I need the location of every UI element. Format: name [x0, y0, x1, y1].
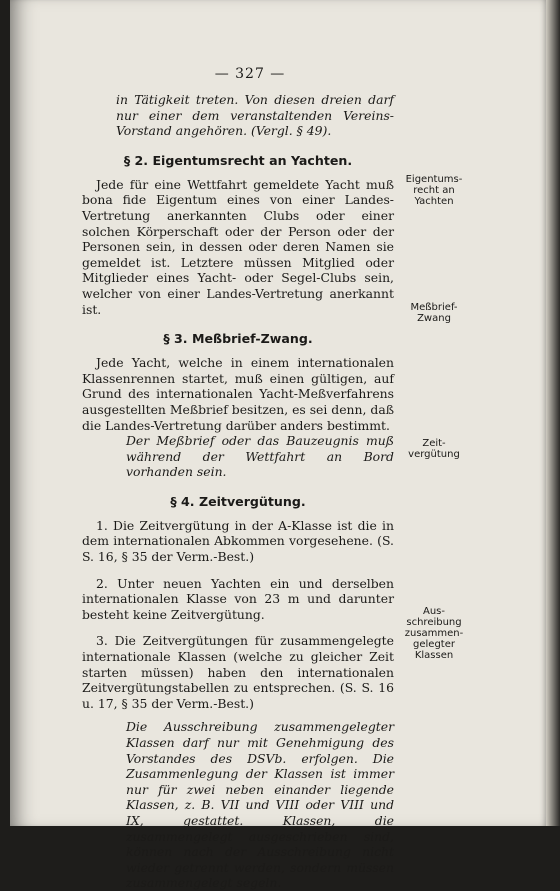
section-3-paragraph: Jede Yacht, welche in einem internationalen Klassenrennen startet, muß einen gültigen, auf Grund des internationalen Yacht-Meßverfahrens ausgestellten Meßbrief besitzen, es sei denn, daß die Landes-Vertretung darüber anders bestimmt.	[82, 355, 394, 433]
margin-note-zeitverguetung: Zeit- vergütung	[408, 438, 460, 460]
margin-note-ausschreibung: Aus- schreibung zusammen- gelegter Klassen	[404, 606, 464, 661]
page-edge	[546, 0, 560, 826]
section-3-note-quote: Der Meßbrief oder das Bauzeugnis muß während der Wettfahrt an Bord vorhanden sein.	[126, 433, 394, 480]
section-2-heading: § 2. Eigentumsrecht an Yachten.	[123, 152, 353, 168]
section-2-paragraph: Jede für eine Wettfahrt gemeldete Yacht muß bona fide Eigentum eines von einer Landes-Vertretung anerkannten Clubs oder einer solchen Körperschaft oder der Person oder der Personen sein, in dessen oder deren Namen sie gemeldet ist. Letztere müssen Mitglied oder Mitglieder eines Yacht- oder Segel-Clubs sein, welcher von einer Landes-Vertretung anerkannt ist.	[82, 176, 394, 317]
book-page	[10, 0, 546, 891]
section-4-note-quote: Die Ausschreibung zusammengelegter Klassen darf nur mit Genehmigung des Vorstandes des DSVb. erfolgen. Die Zusammenlegung der Klassen ist immer nur für zwei neben einander liegende Klassen, z. B. VII und VIII oder VIII und IX, gestattet. Klassen, die zusammengelegt ausgeschrieben sind, können nach der Ausschreibung nicht wieder getrennt werden, sondern müssen zusammengelegt segeln.	[126, 719, 394, 891]
margin-note-eigentumsrecht: Eigentums- recht an Yachten	[405, 174, 463, 207]
section-3-heading: § 3. Meßbrief-Zwang.	[163, 331, 313, 347]
section-4-paragraph-2: 2. Unter neuen Yachten ein und derselben internationalen Klasse von 23 m und darunter besteht keine Zeitvergütung.	[82, 575, 394, 622]
section-4-paragraph-1: 1. Die Zeitvergütung in der A-Klasse ist die in dem internationalen Abkommen vorgesehene. (S. S. 16, § 35 der Verm.-Best.)	[82, 517, 394, 565]
margin-note-messbrief: Meßbrief- Zwang	[410, 302, 458, 324]
section-4-paragraph-3: 3. Die Zeitvergütungen für zusammengelegte internationale Klassen (welche zu gleicher Zeit starten müssen) haben den internationalen Zeitvergütungstabellen zu entsprechen. (S. S. 16 u. 17, § 35 der Verm.-Best.)	[82, 633, 394, 711]
main-text	[82, 92, 394, 891]
page-number: — 327 —	[214, 66, 286, 82]
section-4-heading: § 4. Zeitvergütung.	[170, 493, 306, 509]
intro-paragraph: in Tätigkeit treten. Von diesen dreien darf nur einer dem veranstaltenden Vereins-Vorstand angehören. (Vergl. § 49).	[116, 92, 394, 139]
